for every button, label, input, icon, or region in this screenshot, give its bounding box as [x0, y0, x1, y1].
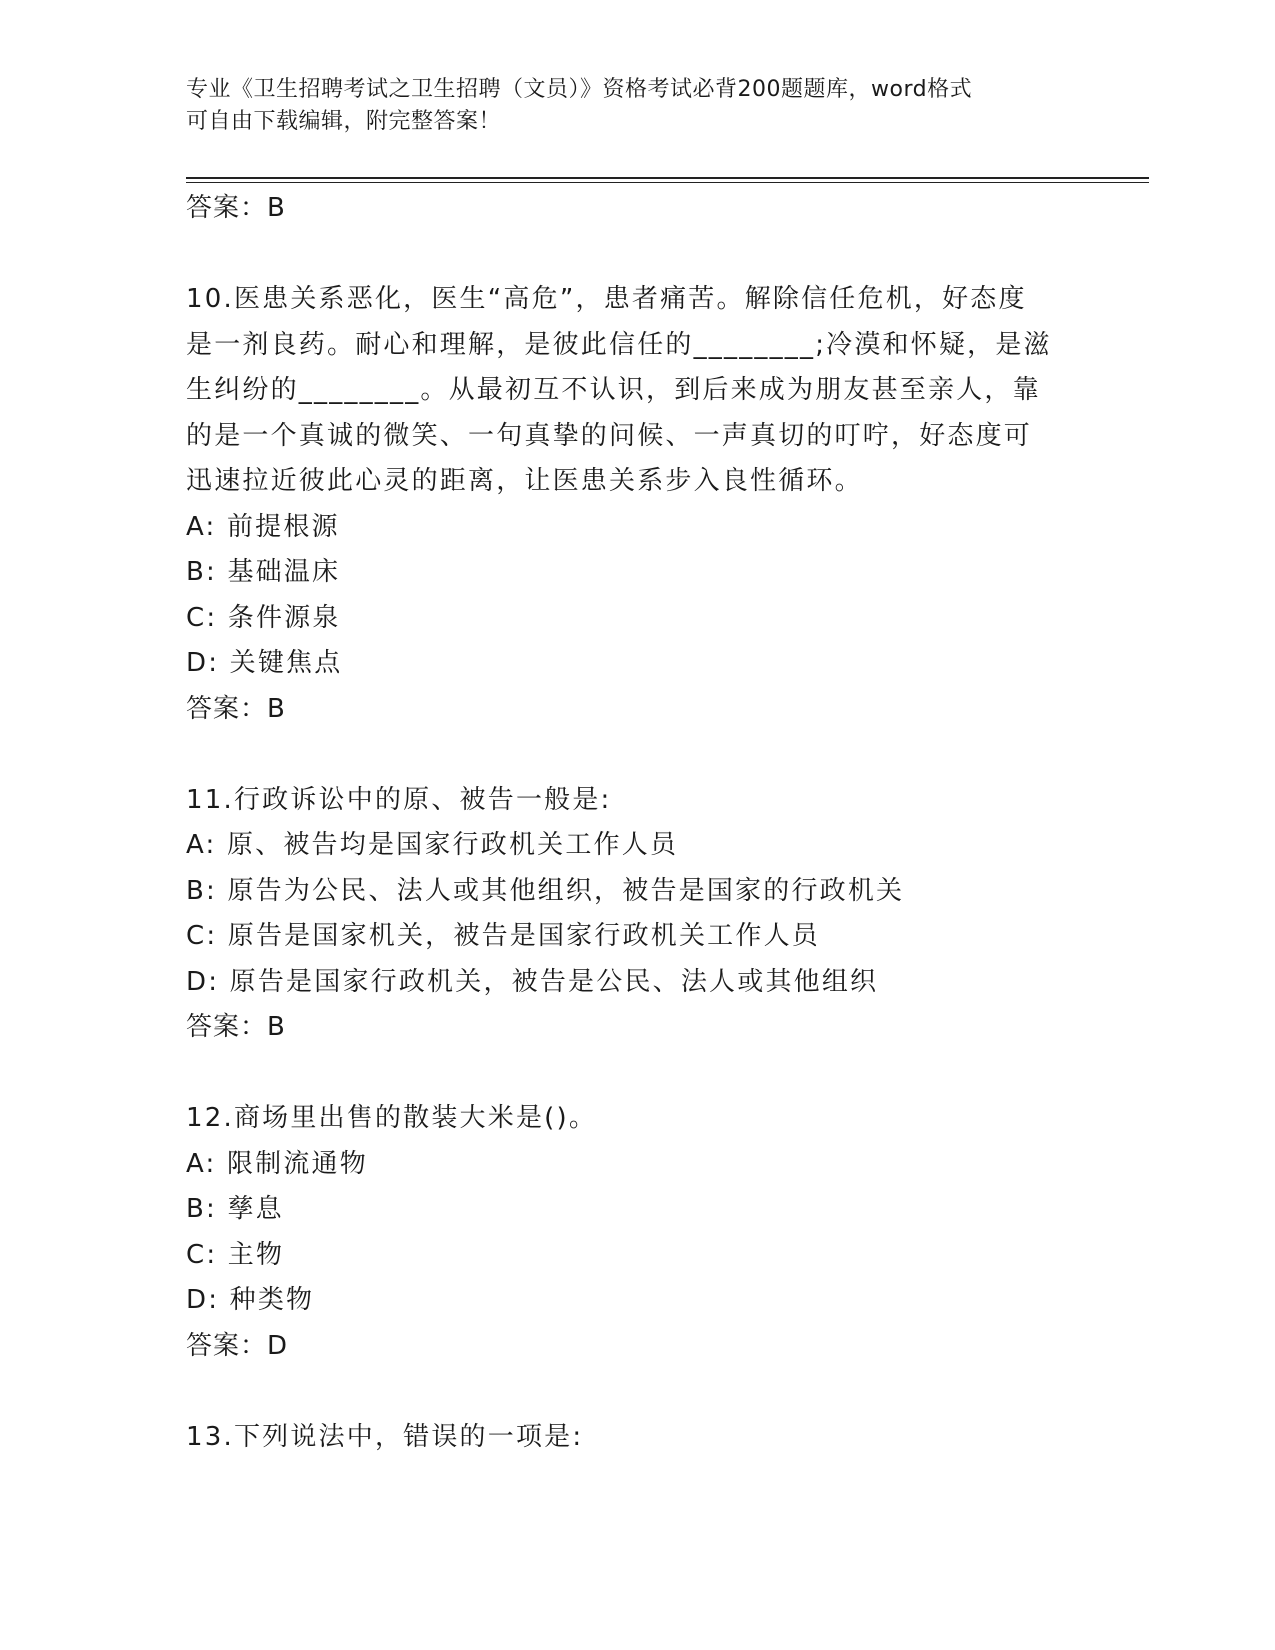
question-12-option-c: C: 主物 [186, 1239, 285, 1270]
question-11-answer: 答案：B [186, 1012, 286, 1042]
previous-answer: 答案：B [186, 193, 286, 223]
question-10-answer: 答案：B [186, 693, 286, 724]
spacer [186, 1051, 1086, 1097]
question-11-option-a: A: 原、被告均是国家行政机关工作人员 [186, 830, 679, 860]
question-10-stem-row: 的是一个真诚的微笑、一句真挚的问候、一声真切的叮咛，好态度可 [186, 420, 1033, 451]
question-12-option-d: D: 种类物 [186, 1285, 315, 1315]
question-13-stem: 13.下列说法中，错误的一项是: [186, 1421, 584, 1452]
question-10 [186, 277, 1086, 732]
header-line-2: 可自由下载编辑，附完整答案！ [186, 109, 502, 134]
document-header [186, 74, 1086, 138]
question-10-option-a: A: 前提根源 [186, 511, 340, 542]
spacer [186, 232, 1086, 278]
spacer [186, 732, 1086, 778]
question-11-option-b: B: 原告为公民、法人或其他组织，被告是国家的行政机关 [186, 875, 905, 906]
header-divider-thin [186, 182, 1149, 183]
spacer [186, 1369, 1086, 1415]
question-11-option-c: C: 原告是国家机关，被告是国家行政机关工作人员 [186, 921, 820, 951]
question-11 [186, 778, 1086, 1051]
question-12-option-b: B: 孳息 [186, 1194, 284, 1224]
question-10-option-d: D: 关键焦点 [186, 648, 343, 678]
question-10-stem-row: 10.医患关系恶化，医生“高危”，患者痛苦。解除信任危机，好态度 [186, 284, 1027, 314]
header-line-1: 专业《卫生招聘考试之卫生招聘（文员）》资格考试必背200题题库，word格式 [186, 77, 973, 102]
question-11-option-d: D: 原告是国家行政机关，被告是公民、法人或其他组织 [186, 966, 879, 997]
question-13 [186, 1415, 1086, 1461]
question-10-stem-row: 是一剂良药。耐心和理解，是彼此信任的________;冷漠和怀疑，是滋 [186, 329, 1052, 360]
question-10-option-c: C: 条件源泉 [186, 602, 341, 633]
question-10-stem-row: 生纠纷的________。从最初互不认识，到后来成为朋友甚至亲人，靠 [186, 375, 1041, 405]
question-10-stem [186, 277, 1086, 505]
question-12-stem: 12.商场里出售的散装大米是()。 [186, 1103, 598, 1133]
question-12 [186, 1096, 1086, 1369]
question-10-stem-row: 迅速拉近彼此心灵的距离，让医患关系步入良性循环。 [186, 466, 863, 496]
question-content [186, 186, 1086, 1460]
question-10-option-b: B: 基础温床 [186, 557, 341, 587]
question-12-answer: 答案：D [186, 1330, 289, 1361]
question-11-stem: 11.行政诉讼中的原、被告一般是: [186, 784, 612, 815]
question-12-option-a: A: 限制流通物 [186, 1148, 368, 1179]
header-divider-thick [186, 177, 1149, 179]
